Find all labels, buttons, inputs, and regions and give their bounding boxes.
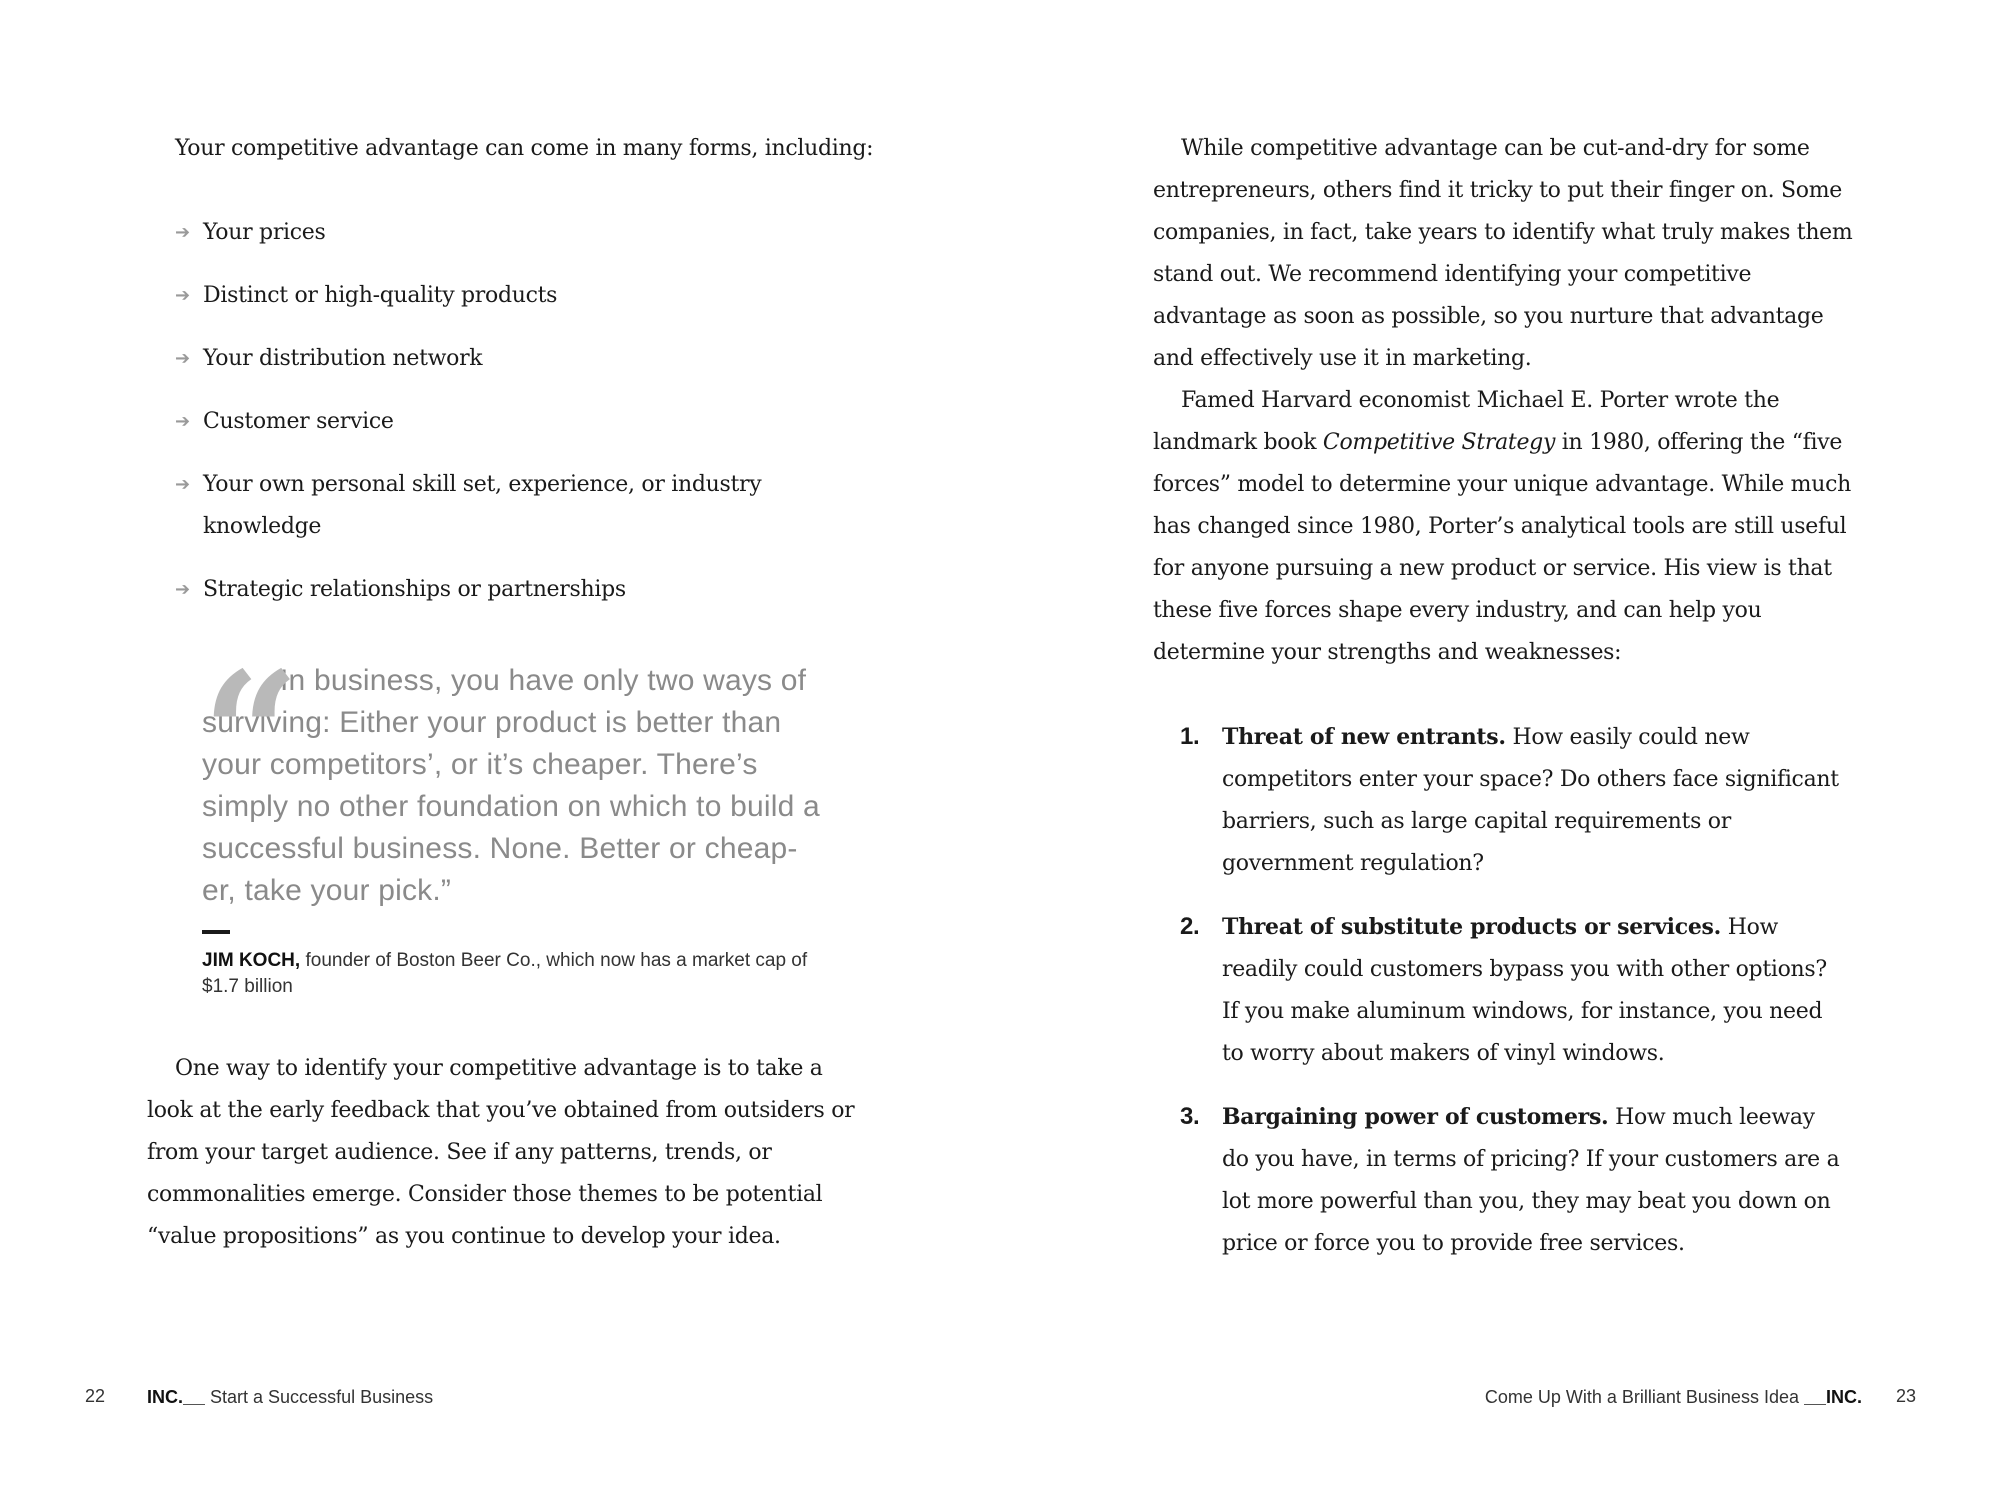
attribution-detail: founder of Boston Beer Co., which now has a market cap of $1.7 billion (202, 950, 808, 997)
list-item (175, 212, 795, 254)
arrow-right-icon: ➔ (175, 474, 190, 495)
body-paragraph (1153, 380, 1868, 674)
paragraph-text: in 1980, offering the “five forces” model to determine your unique advantage. While much has changed since 1980, Porter’s analytical tools are still useful for anyone pursuing a new product or service. His view is that these five forces shape every industry, and can help you determine your strengths and weaknesses: (1153, 430, 1851, 665)
list-item (175, 401, 795, 443)
book-title: Start a Successful Business (210, 1387, 434, 1407)
arrow-right-icon: ➔ (175, 579, 190, 600)
list-item (1180, 1096, 1840, 1265)
item-text: How much leeway do you have, in terms of pricing? If your customers are a lot more powerful than you, they may beat you down on price or force you to provide free services. (1222, 1105, 1840, 1256)
page-number: 22 (85, 1386, 106, 1406)
list-item-text: Customer service (203, 409, 394, 434)
page-number: 23 (1895, 1386, 1916, 1406)
advantage-list (175, 212, 795, 632)
list-item-text: Distinct or high-quality products (203, 283, 558, 308)
arrow-right-icon: ➔ (175, 348, 190, 369)
item-text: How easily could new competitors enter your space? Do others face significant barriers, such as large capital requirements or government regulation? (1222, 725, 1839, 876)
item-number: 2. (1180, 913, 1200, 940)
list-item (1180, 716, 1840, 885)
running-footer (147, 1386, 433, 1408)
footer-bracket (183, 1386, 205, 1405)
body-paragraph: One way to identify your competitive advantage is to take a look at the early feedback that you’ve obtained from outsiders or from your target audience. See if any patterns, trends, or commonalities emerge. Consider those themes to be potential “value propositions” as you continue to develop your idea. (147, 1056, 855, 1249)
right-page (1000, 0, 2000, 1500)
quote-divider (202, 930, 230, 934)
quote-mark-icon: “ (202, 635, 300, 835)
list-item-text: Strategic relationships or partnerships (203, 577, 626, 602)
brand-logo: INC. (147, 1387, 183, 1407)
item-title: Bargaining power of customers. (1222, 1104, 1609, 1130)
pull-quote (202, 635, 822, 1000)
list-item (175, 464, 795, 548)
paragraph-text: Famed Harvard economist Michael E. Porter wrote the landmark book (1153, 388, 1780, 455)
quote-text: In business, you have only two ways of surviving: Either your product is better than your competitors’, or it’s cheaper. There’s simply no other foundation on which to build a successful business. None. Better or cheap-er, take your pick.” (202, 664, 820, 907)
list-item-text: Your prices (203, 220, 326, 245)
attribution-name: JIM KOCH, (202, 950, 301, 971)
running-footer (1485, 1386, 1862, 1408)
item-number: 3. (1180, 1103, 1200, 1130)
five-forces-list (1180, 716, 1840, 1286)
intro-text: Your competitive advantage can come in many forms, including: (175, 136, 874, 161)
item-title: Threat of substitute products or services. (1222, 914, 1721, 940)
item-number: 1. (1180, 723, 1200, 750)
book-title-italic: Competitive Strategy (1322, 430, 1556, 455)
list-item-text: Your distribution network (203, 346, 483, 371)
quote-attribution (202, 948, 812, 1000)
item-text: How readily could customers bypass you with other options? If you make aluminum windows, for instance, you need to worry about makers of vinyl windows. (1222, 915, 1827, 1066)
list-item-text: Your own personal skill set, experience, or industry knowledge (203, 472, 762, 539)
arrow-right-icon: ➔ (175, 285, 190, 306)
list-item (175, 338, 795, 380)
body-paragraph: While competitive advantage can be cut-and-dry for some entrepreneurs, others find it tricky to put their finger on. Some companies, in fact, take years to identify what truly makes them stand out. We recommend identifying your competitive advantage as soon as possible, so you nurture that advantage and effectively use it in marketing. (1153, 136, 1853, 371)
list-item (175, 275, 795, 317)
brand-logo: INC. (1826, 1387, 1862, 1407)
list-item (1180, 906, 1840, 1075)
arrow-right-icon: ➔ (175, 411, 190, 432)
arrow-right-icon: ➔ (175, 222, 190, 243)
chapter-title: Come Up With a Brilliant Business Idea (1484, 1387, 1799, 1407)
list-item (175, 569, 795, 611)
item-title: Threat of new entrants. (1222, 724, 1506, 750)
footer-bracket (1804, 1386, 1826, 1405)
